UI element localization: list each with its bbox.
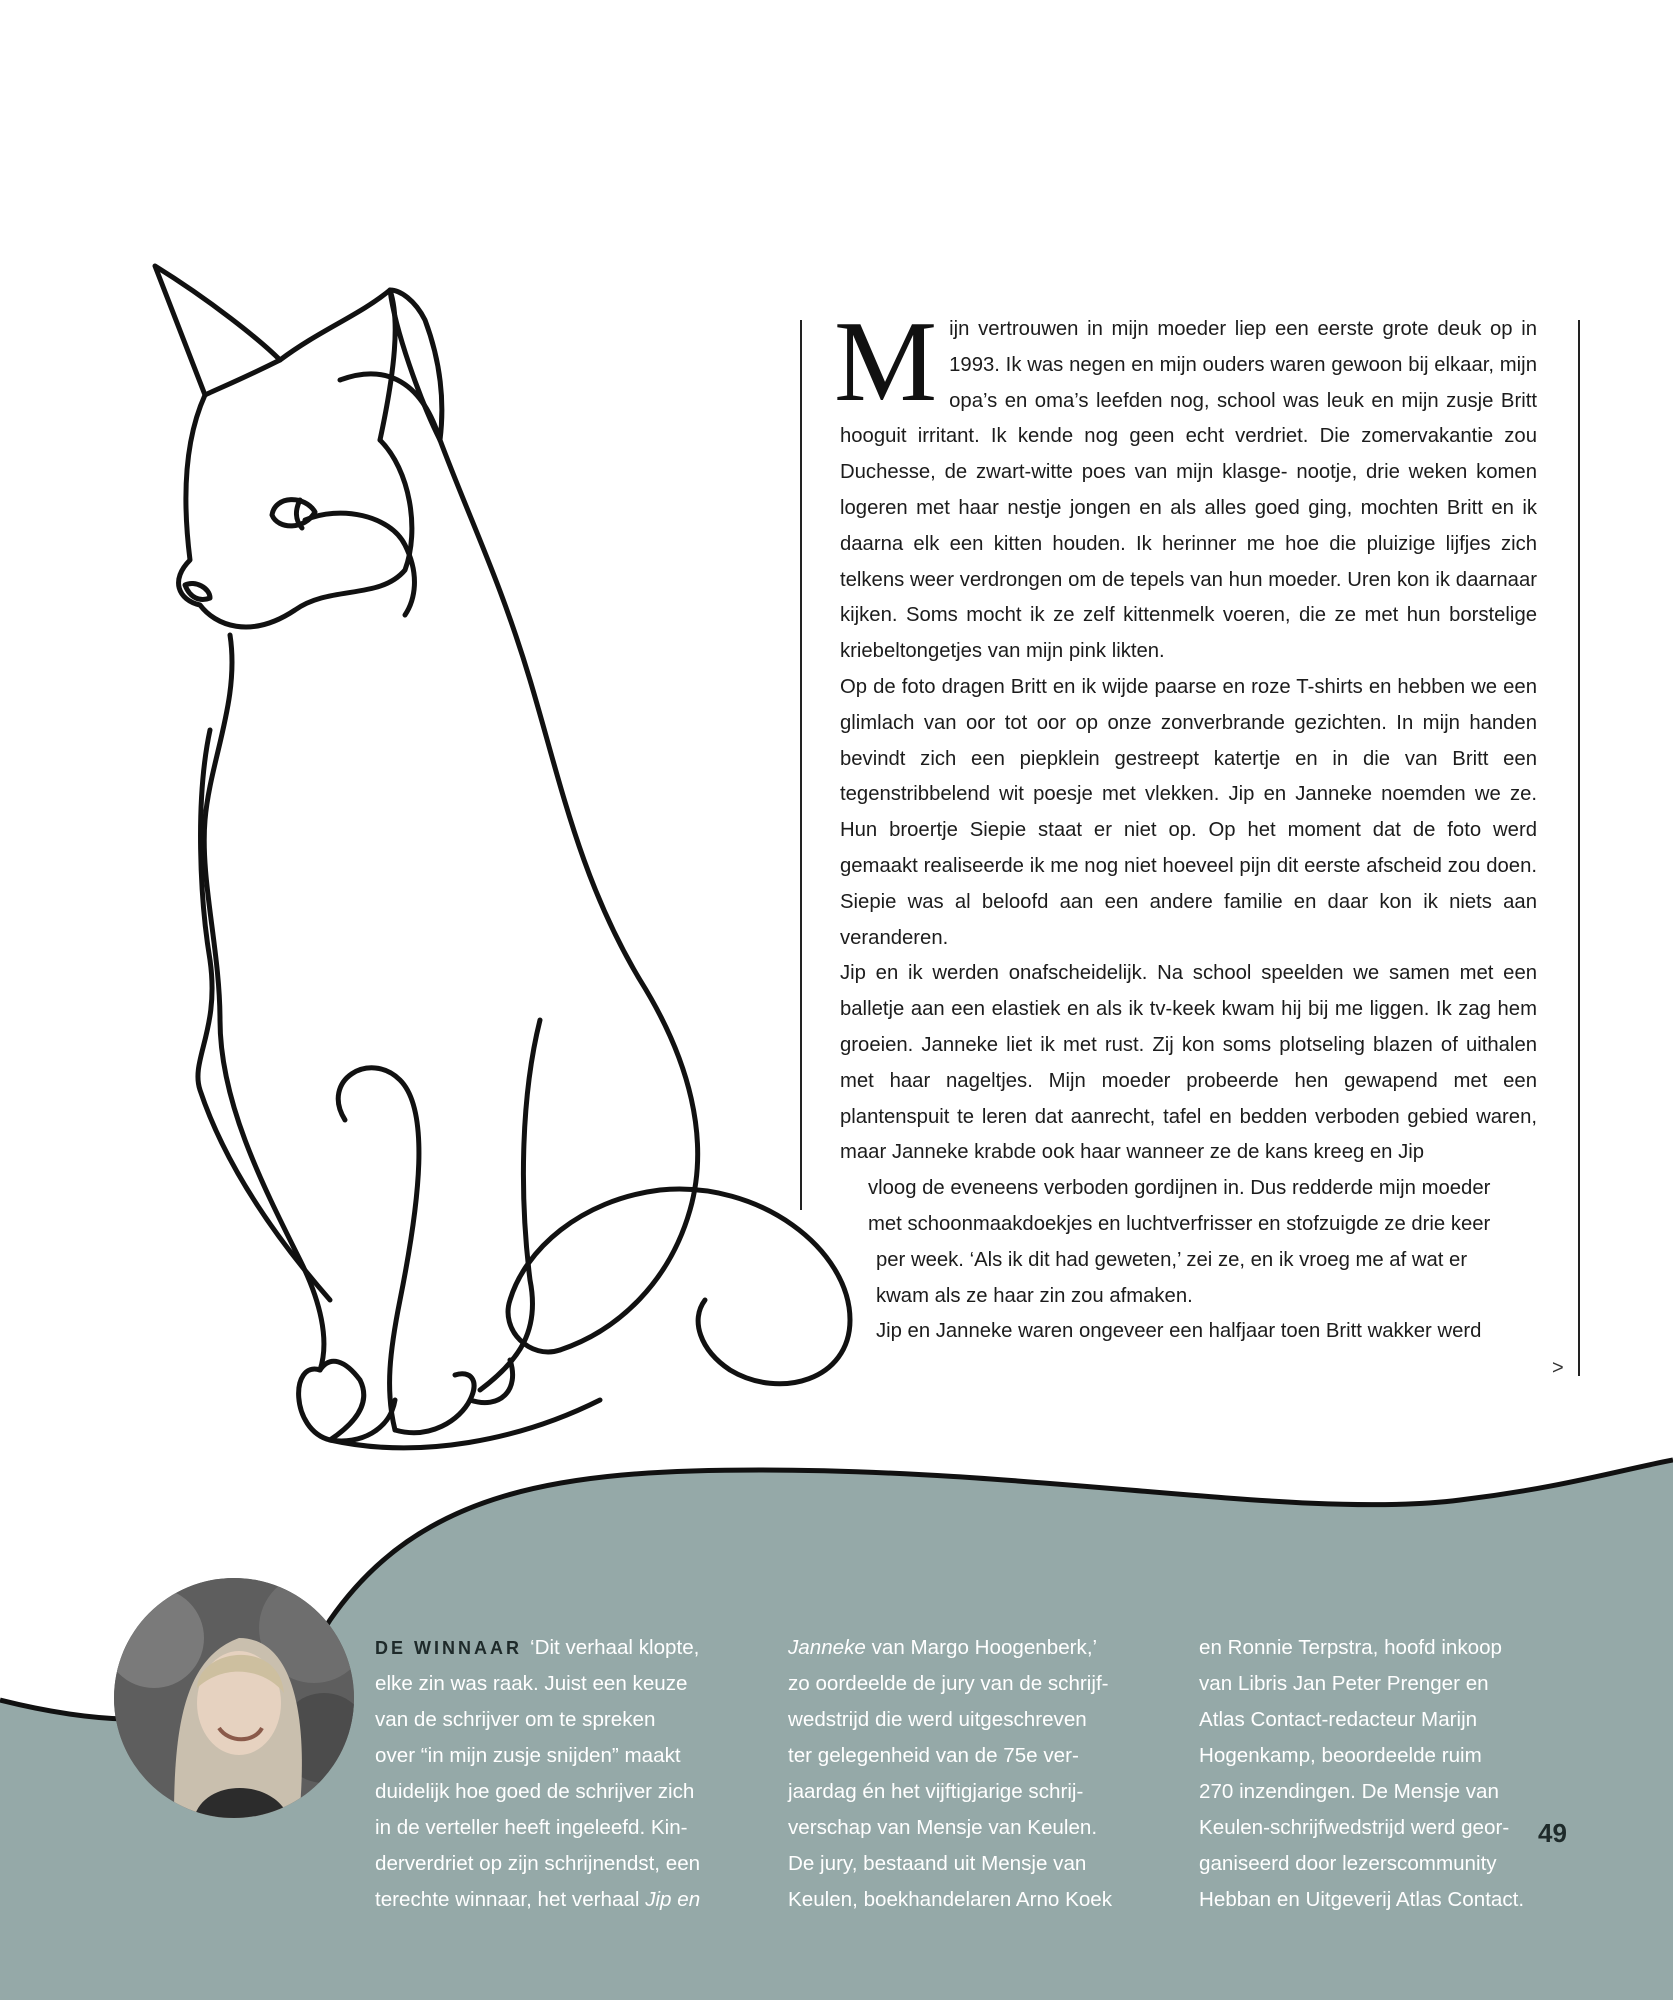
story-rule-right: [1578, 320, 1580, 1376]
story-line: werd gemaakt realiseerde ik me nog niet hoeveel pijn dit eerste afscheid: [840, 819, 1537, 877]
jury-column-3: [1199, 1630, 1581, 1918]
jury-line: verschap van Mensje van Keulen.: [788, 1816, 1098, 1839]
jury-line: ‘Dit verhaal klopte,: [530, 1636, 700, 1659]
story-line: op in 1993. Ik was negen en mijn ouders waren gewoon: [949, 318, 1537, 376]
story-line: bij elkaar, mijn opa’s en oma’s leefden nog, school was: [949, 353, 1537, 412]
jury-line: Atlas Contact-redacteur Marijn: [1199, 1708, 1478, 1731]
story-line: van hun moeder. Uren kon ik daarnaar kijken. Soms mocht ik ze zelf: [840, 568, 1537, 627]
story-line: nootje, drie weken komen logeren met haar nestje jongen en als alles: [840, 461, 1537, 519]
jury-line: ganiseerd door lezerscommunity: [1199, 1852, 1497, 1875]
story-line: pink likten.: [1068, 640, 1165, 663]
story-line: goed ging, mochten Britt en ik daarna elk een kitten houden. Ik herinner: [840, 496, 1537, 555]
story-line: handen bevindt zich een piepklein gestreept katertje en in die van Britt: [840, 711, 1537, 770]
jury-line: zo oordeelde de jury van de schrijf-: [788, 1672, 1109, 1695]
jury-line: Keulen-schrijfwedstrijd werd geor-: [1199, 1816, 1510, 1839]
story-line: Op de foto dragen Britt en ik wijde paarse en roze T-shirts en hebben we: [840, 675, 1498, 698]
story-line: een glimlach van oor tot oor op onze zonverbrande gezichten. In mijn: [840, 675, 1537, 734]
jury-column-2: [788, 1630, 1170, 1918]
story-line: niets aan veranderen.: [840, 890, 1537, 949]
story-line: ijn vertrouwen in mijn moeder liep een eerste grote deuk: [949, 318, 1482, 340]
jury-line: van Margo Hoogenberk,’: [865, 1636, 1098, 1659]
winner-label: DE WINNAAR: [375, 1638, 522, 1658]
winner-photo: [114, 1578, 354, 1818]
story-line: uithalen met haar nageltjes. Mijn moeder probeerde hen gewapend met: [840, 1033, 1537, 1092]
story-line: leuk en mijn zusje Britt hooguit irritant. Ik kende nog geen echt verdriet.: [840, 389, 1537, 448]
story-line: Jip en Janneke waren ongeveer een halfjaar toen Britt wakker werd: [876, 1320, 1482, 1343]
page-number: 49: [1538, 1818, 1567, 1848]
jury-line: en Ronnie Terpstra, hoofd inkoop: [1199, 1636, 1503, 1659]
story-line: Jip en ik werden onafscheidelijk. Na school speelden we samen met een: [840, 962, 1537, 985]
jury-line: elke zin was raak. Juist een keuze: [375, 1672, 688, 1695]
jury-line: Hogenkamp, beoordeelde ruim: [1199, 1744, 1482, 1767]
jury-line: Keulen, boekhandelaren Arno Koek: [788, 1888, 1113, 1911]
story-line: me hoe die pluizige lijfjes zich telkens weer verdrongen om de tepels: [840, 532, 1538, 591]
jury-line: ter gelegenheid van de 75e ver-: [788, 1744, 1079, 1767]
story-line: met schoonmaakdoekjes en luchtverfrisser en stofzuigde ze drie keer: [868, 1212, 1491, 1235]
story-title-part: Jip en: [645, 1888, 701, 1911]
jury-line: derverdriet op zijn schrijnendst, een: [375, 1852, 701, 1875]
story-line: per week. ‘Als ik dit had geweten,’ zei ze, en ik vroeg me af wat er: [876, 1248, 1468, 1271]
story-line: kittenmelk voeren, die ze met hun borstelige kriebeltongetjes van mijn: [840, 604, 1538, 663]
story-line: een tegenstribbelend wit poesje met vlekken. Jip en Janneke noemden: [840, 747, 1537, 806]
winner-portrait-icon: [114, 1578, 354, 1818]
story-line: Die zomervakantie zou Duchesse, de zwart-witte poes van mijn klasge-: [840, 425, 1537, 484]
jury-column-1: [375, 1630, 757, 1918]
drop-cap: M: [834, 298, 938, 426]
jury-line: jaardag én het vijftigjarige schrij-: [788, 1780, 1084, 1803]
jury-line: De jury, bestaand uit Mensje van: [788, 1852, 1087, 1875]
story-line: we ze. Hun broertje Siepie staat er niet op. Op het moment dat de foto: [840, 783, 1537, 842]
jury-line: over “in mijn zusje snijden” maakt: [375, 1744, 681, 1767]
story-line: zou doen. Siepie was al beloofd aan een andere familie en daar kon ik: [840, 854, 1537, 913]
jury-line: terechte winnaar, het verhaal: [375, 1888, 646, 1911]
jury-line: wedstrijd die werd uitgeschreven: [788, 1708, 1087, 1731]
jury-line: Hebban en Uitgeverij Atlas Contact.: [1199, 1888, 1525, 1911]
story-line: een plantenspuit te leren dat aanrecht, tafel en bedden verboden gebied: [840, 1069, 1537, 1128]
story-rule-left: [800, 320, 802, 1210]
story-line: hem groeien. Janneke liet ik met rust. Zij kon soms plotseling blazen of: [840, 998, 1537, 1056]
story-line: kwam als ze haar zin zou afmaken.: [876, 1284, 1193, 1307]
story-title-part: Janneke: [788, 1636, 866, 1659]
story-line: balletje aan een elastiek en als ik tv-keek kwam hij bij me liggen. Ik zag: [840, 998, 1491, 1021]
jury-line: duidelijk hoe goed de schrijver zich: [375, 1780, 695, 1803]
story-line: vloog de eveneens verboden gordijnen in. Dus redderde mijn moeder: [868, 1177, 1491, 1200]
jury-line: 270 inzendingen. De Mensje van: [1199, 1780, 1499, 1803]
story-line: waren, maar Janneke krabde ook haar wanneer ze de kans kreeg en Jip: [840, 1105, 1537, 1164]
jury-line: van de schrijver om te spreken: [375, 1708, 656, 1731]
story-column: [834, 298, 1538, 1350]
continue-arrow-icon: >: [1552, 1357, 1564, 1379]
jury-line: in de verteller heeft ingeleefd. Kin-: [375, 1816, 688, 1839]
jury-line: van Libris Jan Peter Prenger en: [1199, 1672, 1489, 1695]
